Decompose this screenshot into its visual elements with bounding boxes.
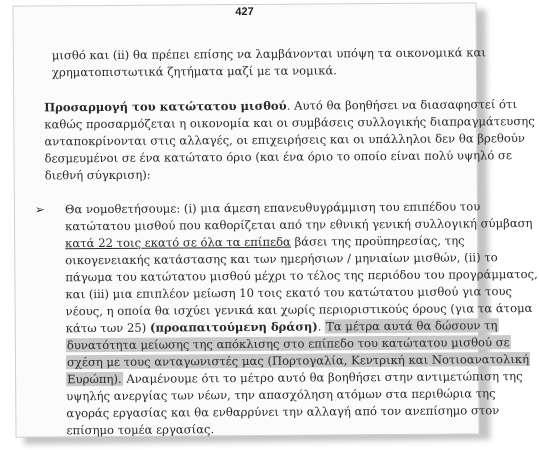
bullet-line-11 bbox=[66, 369, 523, 386]
para2-line-5: διεθνή σύγκριση): bbox=[44, 167, 151, 183]
highlighted-text-4: Ευρώπη). bbox=[67, 371, 122, 387]
bullet-line-4: οικογενειακής κατάστασης και των ημερήσιων / μηνιαίων μισθών, (ii) το bbox=[65, 250, 498, 268]
para2-line-3: ανταποκρίνονται στις αλλαγές, οι επιχειρήσεις και οι υπάλληλοι δεν θα βρεθούν bbox=[44, 131, 525, 149]
highlighted-text-3: σχέση με τους ανταγωνιστές μας (Πορτογαλία, Κεντρική και Νοτιοανατολική bbox=[66, 352, 530, 370]
page-number: 427 bbox=[235, 5, 254, 19]
bullet-line-11-rest: Αναμένουμε ότι το μέτρο αυτό θα βοηθήσει στην αντιμετώπιση της bbox=[122, 369, 523, 386]
bullet-arrow-icon: ➢ bbox=[34, 202, 45, 217]
para2-line-2: καθώς προσαρμόζεται η οικονομία και οι συμβάσεις συλλογικής διαπραγμάτευσης bbox=[44, 113, 535, 132]
highlighted-text-2: δυνατότητα μείωσης της απόκλισης στο επίπεδο του κατώτατου μισθού σε bbox=[66, 335, 510, 353]
prerequisite-action-label: (προαπαιτούμενη δράση) bbox=[149, 319, 318, 335]
para2-line-4: δεσμευμένοι σε ένα κατώτατο όριο (και ένα όριο το οποίο είναι πολύ υψηλό σε bbox=[44, 148, 512, 166]
bullet-line-13: αγοράς εργασίας και θα ενθαρρύνει την αλλαγή από τον ανεπίσημο στον bbox=[66, 403, 500, 421]
bullet-line-8 bbox=[66, 318, 499, 335]
para2-line-1 bbox=[44, 97, 517, 114]
bullet-line-10 bbox=[66, 352, 530, 369]
bullet-line-9 bbox=[66, 335, 511, 352]
bullet-line-6: και (iii) μια επιπλέον μείωση 10 τοις εκατό του κατώτατου μισθού για τους bbox=[65, 284, 513, 302]
document-page bbox=[12, 2, 538, 438]
bullet-line-8-dot: . bbox=[317, 319, 326, 334]
bullet-line-3-rest: βάσει της προϋπηρεσίας, της bbox=[290, 233, 465, 249]
underlined-phrase: κατά 22 τοις εκατό σε όλα τα επίπεδα bbox=[65, 234, 291, 251]
para2-heading: Προσαρμογή του κατώτατου μισθού bbox=[44, 98, 287, 115]
bullet-line-7: νέους, η οποία θα ισχύει γενικά και χωρίς περιοριστικούς όρους (για τα άτομα bbox=[65, 301, 533, 319]
bullet-line-12: υψηλής ανεργίας των νέων, την απασχόληση ατόμων στα περιθώρια της bbox=[66, 386, 496, 404]
para2-first-line-rest: . Αυτό θα βοηθήσει να διασαφηστεί ότι bbox=[286, 97, 518, 113]
bullet-line-3 bbox=[65, 233, 465, 250]
bullet-line-1: Θα νομοθετήσουμε: (i) μια άμεση επανευθυγράμμιση του επιπέδου του bbox=[64, 199, 481, 217]
highlighted-text-1: Τα μέτρα αυτά θα δώσουν τη bbox=[326, 318, 498, 334]
bullet-line-14: επίσημο τομέα εργασίας. bbox=[66, 422, 215, 438]
para1-line-2: χρηματοπιστωτικά ζητήματα μαζί με τα νομικά. bbox=[51, 63, 338, 80]
bullet-line-8-start: κάτω των 25) bbox=[65, 320, 151, 336]
bullet-line-2: κατώτατου μισθού που καθορίζεται από την εθνική γενική συλλογική σύμβαση bbox=[64, 216, 533, 234]
bullet-line-5: πάγωμα του κατώτατου μισθού μέχρι το τέλος της περιόδου του προγράμματος, bbox=[65, 266, 538, 285]
para1-line-1: μισθό και (ii) θα πρέπει επίσης να λαμβάνονται υπόψη τα οικονομικά και bbox=[51, 45, 486, 63]
